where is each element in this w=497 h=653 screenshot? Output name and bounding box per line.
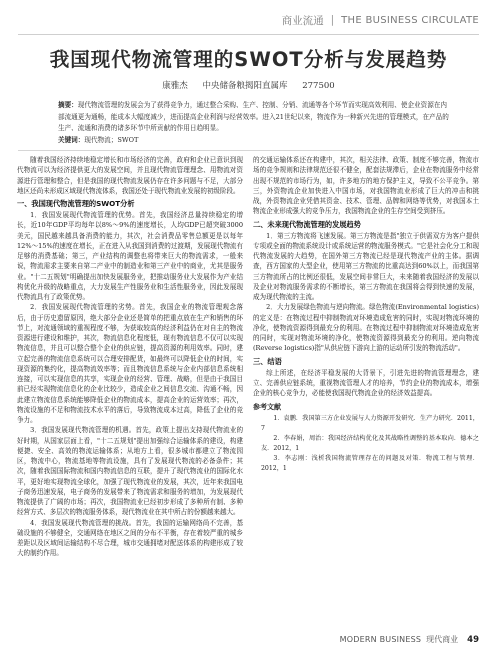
keywords: 现代物流；SWOT bbox=[84, 135, 139, 144]
author-name: 康雅杰 bbox=[162, 81, 188, 91]
left-column bbox=[17, 155, 243, 637]
section-title: 商业流通 bbox=[281, 14, 324, 27]
section-heading-1: 一、我国现代物流管理的SWOT分析 bbox=[17, 199, 135, 208]
paragraph-conclusion: 综上所述，在经济平稳发展的大背景下，引进先进的物流管理理念，建立、完善供应链系统，重视物流管理人才的培养，节约企业的物流成本，增强企业的核心竞争力，必能使我国现代物流企业的经济效益提高。 bbox=[253, 368, 479, 397]
paragraph-third-party: 1．第三方物流将飞速发展。第三方物流是指"独立于供需双方为客户提供专项或全面的物流系统设计或系统运营的物流服务模式。"它是社会化分工和现代物流发展的大趋势，在国外第三方物流已经是现代物流产业的主体。据调查，西方国家的大型企业，使用第三方物流的比重高达到60%以上，而我国第三方物流所占的比例还很低，发展空间非常巨大，未来随着我国经济的发展以及企业对物流服务需求的不断增长，第三方物流在我国将会得到快速的发展，成为现代物流的主流。 bbox=[253, 231, 479, 301]
paragraph-opportunities: 3．我国发展现代物流管理的机遇。首先，政策上提出支持现代物流业的好时期，从国家层面上看，"十二五规划"提出加强综合运输体系的建设，构建便捷、安全、高效的物流运输体系；从地方上看，很多城市都建立了物流园区，物流中心，物流基地等物流设施，具有了发展现代物流的必备条件；其次，随着我国国际物流和国内物流信息的互联，提升了现代物流业的国际化水平，更好地实现物流全球化，加强了现代物流业的发展，其次，近年来我国电子商务迅速发展，电子商务的发展带来了物流需求和服务的增加，为发展现代物流提供了广阔的市场；再次，我国物流业已经初步形成了多种所有制、多种经营方式、多层次的物流服务体系，现代物流业在其中所占的份额越来越大。 bbox=[17, 426, 243, 517]
abstract-text: 现代物流管理的发展会为了获得竞争力，通过整合采购、生产、控制、分销、流通等各个环节而实现高效利用、使企业资源在内部流通更为通畅，能成本大幅度减少，进而提高企业利润与经营效率。进入21世纪以来，物流作为一种新兴先进的管理模式，在产品的生产、流通和消费的诸多环节中所贡献的作用日趋明显。 bbox=[58, 101, 449, 132]
abstract-rule bbox=[18, 150, 479, 151]
abstract-label: 摘要： bbox=[58, 101, 78, 109]
paragraph-threats: 4．我国发展现代物流管理的挑战。首先，我国的运输网络尚不完善，基础设施的不够健全，交通网络在地区之间的分布不平衡，存在着较严重的城乡差距以及区域间运输结构不尽合理，城市交通拥堵对配送体系的构建形成了较大的制约作用。 bbox=[17, 518, 243, 558]
header-separator: | bbox=[330, 14, 335, 26]
section-title-en: THE BUSINESS CIRCULATE bbox=[341, 14, 479, 26]
reference-item: 1．袁鹏．我国第三方企业发展与人力资源开发研究．生产力研究．2011，7 bbox=[261, 414, 479, 432]
article-title: 我国现代物流管理的SWOT分析与发展趋势 bbox=[49, 48, 448, 71]
page-header bbox=[282, 12, 479, 28]
journal-name-cn: 现代商业 bbox=[426, 635, 459, 644]
section-heading-2: 二、未来现代物流管理的发展趋势 bbox=[253, 219, 361, 229]
intro-paragraph: 随着我国经济持续地稳定增长和市场经济的完善，政府和企业已意识到现代物流可以为经济提供更大的发展空间，并且现代物流管理理念、用物流对资源进行管理和整合，但是我国的现代物流发展仍存在许多问题与不足，大部分地区还尚未形成区域现代物流体系，我国还处于现代物流业发展的初级阶段。 bbox=[17, 156, 243, 195]
author-line bbox=[0, 79, 497, 91]
paragraph-weaknesses: 2．我国发展现代物流管理的劣势。首先，我国企业的物流管理观念落后，由于历史遗留原因，绝大部分企业还是简单的把重点放在生产和销售的环节上，对流通领域的重视程度不够，为获取较高的经济利益仍在对自主的物流资源进行建设和维护，其次，物流信息化程度低，现有物流信息不仅可以实现物流信息，并且可以整合整个企业的供应链，提高资源的利用效率。同时，建立起完善的物流信息系统可以合理安排配货，如最终可以降低企业的时间，实现资源的集约化，提高物流效率等；而且物流信息系统与企业内部信息系统相连接，可以实现信息的共享，实现企业的经营、管理、战略，但是由于我国目前已经实现物流信息化的企业比较少，造成企业之间信息交流、沟通不畅，因此建立物流信息系统能够降低企业的物流成本，提高企业的运营效率；再次，物流设施的不足和物流技术水平的落后，导致物流成本过高，降低了企业的竞争力。 bbox=[17, 303, 243, 424]
header-rule bbox=[18, 34, 479, 35]
page-number: 49 bbox=[467, 634, 479, 645]
paragraph-green-logistics: 2．大力发展绿色物流与逆向物流。绿色物流(Environmental logistics)的定义是：在物流过程中抑制物流对环境造成危害的同时，实现对物流环境的净化，使物流资源得到最充分的利用。在物流过程中抑制物流对环境造成危害的同时，实现对物流环境的净化，使物流资源得到最充分的利用。逆向物流(Reverse logistics)指"从供应链下游向上游的运动所引发的物流活动"。 bbox=[253, 303, 479, 353]
references-title: 参考文献 bbox=[253, 403, 281, 412]
keywords-label: 关键词： bbox=[58, 135, 85, 144]
reference-item: 2．李春娟，周治：我国经济结构优化及其战略性调整的基本取向．德本之友．2012，1 bbox=[261, 434, 479, 452]
section-heading-3: 三、结语 bbox=[253, 356, 282, 366]
paragraph-threats-cont: 的交通运输体系还在构建中，其次，相关法律、政策、制度不够完善，物流市场的竞争规则和法律规范还很不健全，配套法规滞后，企业在物流服务中经常出现不规范的市场行为，如，许多地方的地方保护主义，导致不公平竞争。第三，外资物流企业加快进入中国市场，对我国物流业形成了巨大的冲击和挑战，外资物流企业凭借其资金、技术、管理、品牌和网络等优势，对我国本土物流企业形成强大的竞争压力，我国物流企业的生存空间受到挤压。 bbox=[253, 156, 479, 216]
abstract bbox=[58, 100, 450, 146]
journal-name: MODERN BUSINESS bbox=[339, 635, 422, 644]
author-affiliation: 中央储备粮揭阳直属库 bbox=[202, 81, 288, 91]
postcode: 277500 bbox=[302, 81, 335, 91]
right-column bbox=[253, 155, 479, 629]
reference-item: 3．李志刚：浅析我国物流管理存在的问题及对策．物流工程与管理．2012，1 bbox=[261, 454, 479, 472]
paragraph-strengths: 1．我国发展现代物流管理的优势。首先，我国经济总量持续稳定的增长，近10年GDP平均每年以8%～9%的速度增长，人均GDP已超突破3000美元，国民越来越具备消费的能力，其次，社会消费品零售总额更是以每年12%～15%的速度在增长，正在进入从我国到消费的过渡期，发展现代物流有足够的消费基础；第三，产业结构的调整也将带来巨大的物流需求，一般来说，物流需求主要来自第二产业中的制造业和第三产业中的商业，尤其是服务业。"十二五规划"明确提出加快发展服务业，把推动服务业大发展作为产业结构优化升级的战略重点，大力发展生产性服务业和生活性服务业，因此发展现代物流具有了政策优势。 bbox=[17, 211, 243, 301]
page-footer bbox=[340, 634, 479, 645]
